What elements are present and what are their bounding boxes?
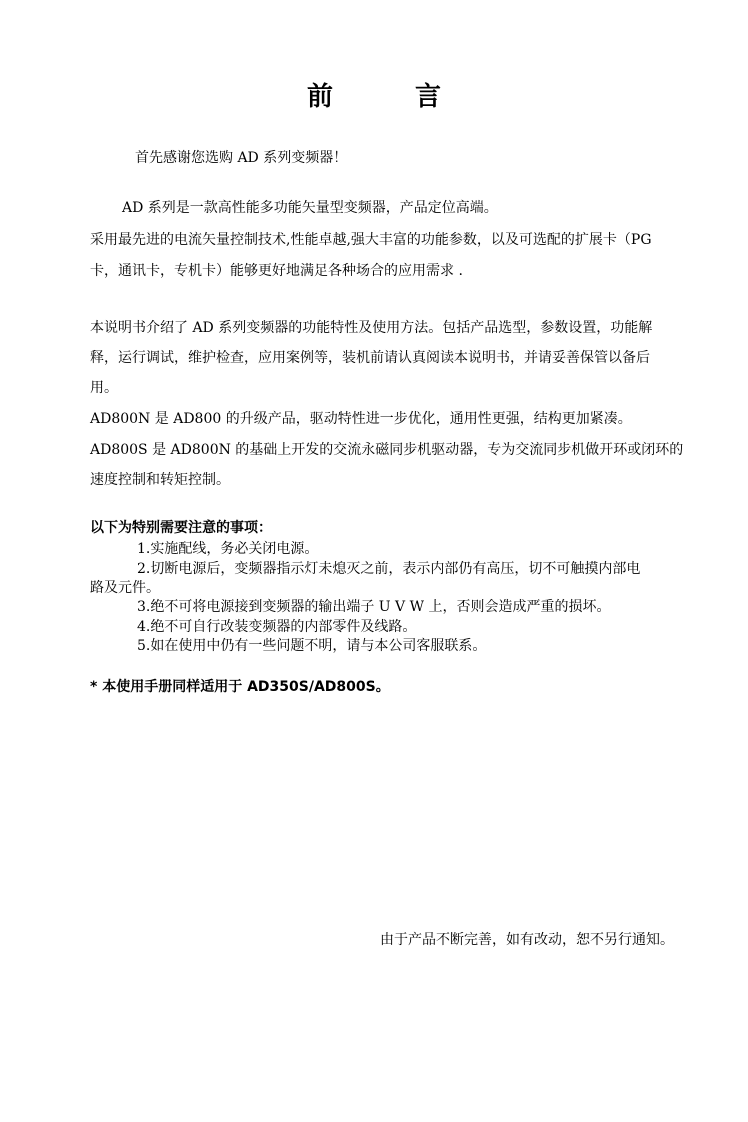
manual-line-5: AD800S 是 AD800N 的基础上开发的交流永磁同步机驱动器，专为交流同步机做开环或闭环的 bbox=[90, 442, 684, 458]
note-item-4: 4.绝不可自行改装变频器的内部零件及线路。 bbox=[137, 619, 417, 635]
manual-line-4: AD800N 是 AD800 的升级产品，驱动特性进一步优化，通用性更强，结构更加紧凑。 bbox=[90, 411, 632, 427]
intro-line-2: 采用最先进的电流矢量控制技术,性能卓越,强大丰富的功能参数，以及可选配的扩展卡（PG bbox=[90, 232, 652, 248]
note-item-1: 1.实施配线，务必关闭电源。 bbox=[137, 541, 319, 557]
applicability-note: * 本使用手册同样适用于 AD350S/AD800S。 bbox=[90, 679, 390, 695]
manual-line-2: 释，运行调试，维护检查，应用案例等，装机前请认真阅读本说明书，并请妥善保管以备后 bbox=[90, 350, 650, 366]
footer-notice: 由于产品不断完善，如有改动，恕不另行通知。 bbox=[380, 932, 674, 948]
page-title: 前 言 bbox=[306, 82, 469, 112]
manual-line-1: 本说明书介绍了 AD 系列变频器的功能特性及使用方法。包括产品选型，参数设置，功能解 bbox=[90, 320, 653, 336]
greeting-text: 首先感谢您选购 AD 系列变频器！ bbox=[135, 150, 348, 166]
intro-line-1: AD 系列是一款高性能多功能矢量型变频器，产品定位高端。 bbox=[122, 200, 498, 216]
manual-line-3: 用。 bbox=[90, 380, 118, 396]
manual-line-6: 速度控制和转矩控制。 bbox=[90, 472, 230, 488]
intro-line-3: 卡，通讯卡，专机卡）能够更好地满足各种场合的应用需求 . bbox=[90, 263, 463, 279]
note-item-2-continued: 路及元件。 bbox=[90, 580, 160, 596]
note-item-2: 2.切断电源后，变频器指示灯未熄灭之前，表示内部仍有高压，切不可触摸内部电 bbox=[137, 561, 641, 577]
notes-heading: 以下为特别需要注意的事项： bbox=[90, 520, 272, 536]
note-item-5: 5.如在使用中仍有一些问题不明，请与本公司客服联系。 bbox=[137, 638, 487, 654]
note-item-3: 3.绝不可将电源接到变频器的输出端子 U V W 上，否则会造成严重的损坏。 bbox=[137, 599, 611, 615]
